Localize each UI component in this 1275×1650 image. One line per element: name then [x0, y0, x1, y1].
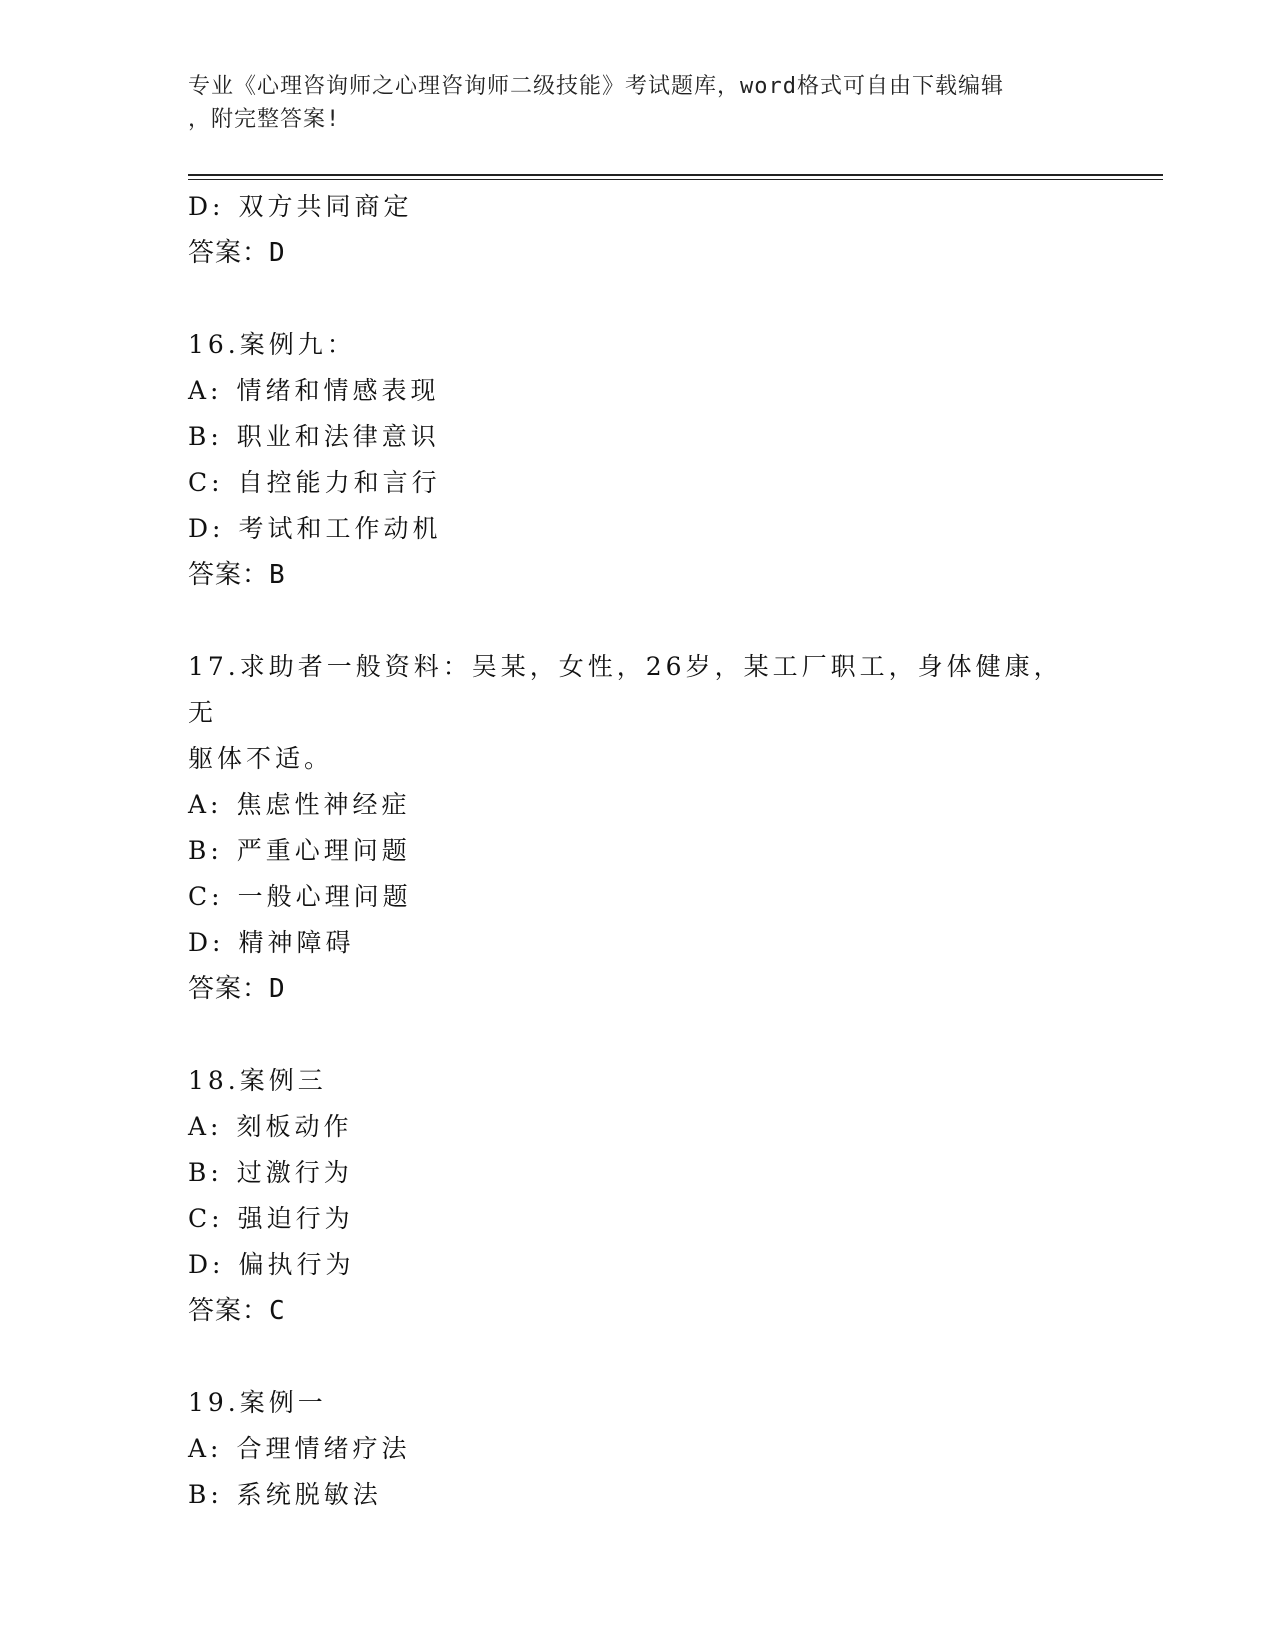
option-c: [188, 460, 1168, 506]
option-label: D:: [188, 514, 225, 543]
option-a: [188, 368, 1168, 414]
option-text: 精神障碍: [238, 928, 355, 957]
option-text: 合理情绪疗法: [236, 1434, 411, 1463]
option-label: C:: [188, 1204, 224, 1233]
option-text: 考试和工作动机: [238, 514, 442, 543]
option-text: 一般心理问题: [237, 882, 412, 911]
header-line-2: ，附完整答案!: [188, 107, 341, 132]
option-c: [188, 1196, 1168, 1242]
option-label: A:: [188, 790, 223, 819]
header-divider: [188, 174, 1163, 180]
option-text: 焦虑性神经症: [236, 790, 411, 819]
option-label: A:: [188, 376, 223, 405]
answer-line: 答案：C: [188, 1296, 286, 1326]
option-label: C:: [188, 882, 224, 911]
question-list: [188, 184, 1168, 1518]
option-b: [188, 1150, 1168, 1196]
answer-line: 答案：B: [188, 560, 286, 590]
option-text: 自控能力和言行: [237, 468, 441, 497]
option-label: B:: [188, 1158, 223, 1187]
option-d: [188, 920, 1168, 966]
option-label: D:: [188, 1250, 225, 1279]
option-text: 强迫行为: [237, 1204, 354, 1233]
option-label: D:: [188, 928, 225, 957]
option-a: [188, 1104, 1168, 1150]
option-label: B:: [188, 422, 223, 451]
question-stem-16: 16.案例九：: [188, 330, 356, 359]
option-text: 情绪和情感表现: [236, 376, 440, 405]
option-label: A:: [188, 1112, 223, 1141]
answer-line: 答案：D: [188, 974, 286, 1004]
option-b: [188, 828, 1168, 874]
answer-line: 答案：D: [188, 238, 286, 268]
question-stem-line-1: 17.求助者一般资料：吴某，女性，26岁，某工厂职工，身体健康，无: [188, 652, 1063, 727]
option-label: B:: [188, 1480, 223, 1509]
option-label: C:: [188, 468, 224, 497]
option-label: A:: [188, 1434, 223, 1463]
question-stem-18: 18.案例三: [188, 1066, 327, 1095]
option-d: [188, 1242, 1168, 1288]
option-text: 偏执行为: [238, 1250, 355, 1279]
question-stem-19: 19.案例一: [188, 1388, 327, 1417]
document-header: [188, 70, 1088, 136]
option-text: 过激行为: [236, 1158, 353, 1187]
option-b: [188, 414, 1168, 460]
question-stem-line-2: 躯体不适。: [188, 744, 334, 773]
option-a: [188, 1426, 1168, 1472]
option-label: B:: [188, 836, 223, 865]
option-b: [188, 1472, 1168, 1518]
header-line-1: 专业《心理咨询师之心理咨询师二级技能》考试题库，word格式可自由下载编辑: [188, 74, 1004, 99]
option-text: 职业和法律意识: [236, 422, 440, 451]
option-d: [188, 506, 1168, 552]
option-text: 系统脱敏法: [236, 1480, 382, 1509]
option-c: [188, 874, 1168, 920]
option-a: [188, 782, 1168, 828]
option-text: 严重心理问题: [236, 836, 411, 865]
option-text: 刻板动作: [236, 1112, 353, 1141]
option-label: D:: [188, 192, 225, 221]
option-d: [188, 184, 1168, 230]
option-text: 双方共同商定: [238, 192, 413, 221]
question-stem-17: [188, 644, 1088, 782]
document-page: [188, 70, 1168, 1518]
